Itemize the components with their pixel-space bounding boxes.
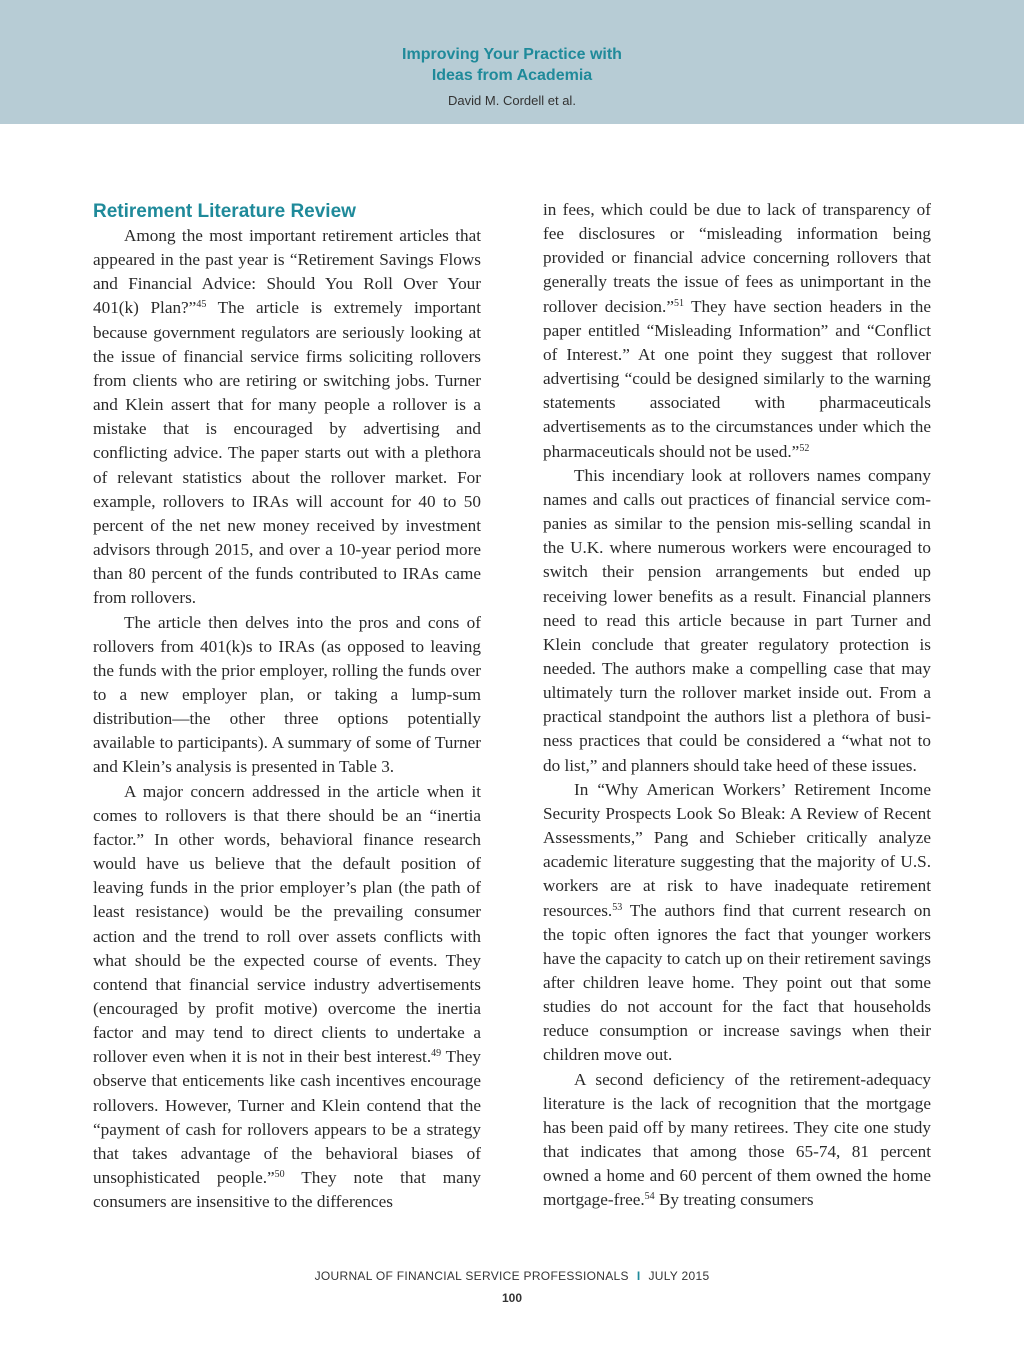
footer-separator: I [636,1269,641,1283]
running-header-author: David M. Cordell et al. [448,93,576,108]
footnote-ref-52: 52 [799,442,810,454]
paragraph-4: This incendiary look at rollovers names company names and calls out practices of financial service companies as similar to the pension mis-selling scandal in the U.K. where numerous workers were encouraged to switch their pension arrangements but ended up receiving lower benefits as a result. Financial planners need to read this article because in part Turner and Klein conclude that greater regulatory protection is needed. The authors make a compelling case that may ultimately turn the rollover market inside out. From a practical standpoint the authors list a plethora of business practices that could be considered a “what not to do list,” and planners should take heed of these issues. [543,465,931,775]
paragraph-3-left-end: They note that many consumers are insensitive to the differences [93,1168,481,1212]
left-column [93,198,481,1214]
footer-date: JULY 2015 [648,1269,710,1283]
footnote-ref-50: 50 [274,1169,285,1181]
right-column [543,198,931,1213]
paragraph-5: In “Why American Workers’ Retirement Income Security Prospects Look So Bleak: A Review of Recent Assessments,” Pang and Schieber critically analyze academic literature suggesting that the majority of U.S. workers are at risk to have inadequate retirement resources.$^{53}$ The authors find that current research on the topic often ignores the fact that younger workers have the capacity to catch up on their retirement savings after children leave home. They point out that some studies do not account for the fact that households reduce consumption or increase savings when their children move out. [543,779,931,1065]
footnote-ref-51: 51 [673,297,684,309]
paragraph-3-continued: in fees, which could be due to lack of transparency of fee disclosures or “misleading information being provided or financial advice concerning rollovers that generally treats the issue of fees as unimportant in the rollover decision.”$^{51}$ They have section headers in the paper entitled “Misleading Information” and “Conflict of Interest.” At one point they suggest that rollover advertising “could be designed similarly to the warning statements associated with pharmaceuticals advertisements as to the circumstances under which the pharmaceuticals should not be used.”$^{52}$ [543,200,931,461]
paragraph-6: A second deficiency of the retirement-adequacy literature is the lack of recognition that the mortgage has been paid off by many retirees. They cite one study that indicates that among those 65-74, 81 percent owned a home and 60 percent of them owned the home mortgage-free.$^{54}$ By treating consumers [543,1069,931,1210]
header-title-line2: Ideas from Academia [431,67,593,84]
footnote-ref-49: 49 [431,1048,442,1060]
footnote-ref-45: 45 [196,299,207,311]
paragraph-3-right-start: in fees, which could be due to lack of transparency of fee disclosures or “misleading information being provided or financial advice concerning rollovers that generally treats the issue of fees as unimportant in the rollover decision.” [543,200,931,316]
section-heading: Retirement Literature Review [93,201,356,222]
footnote-ref-53: 53 [612,901,623,913]
page-number: 100 [501,1291,523,1305]
footer-journal-line [0,1269,1024,1283]
footer-journal-name: JOURNAL OF FINANCIAL SERVICE PROFESSIONALS [314,1269,629,1283]
running-header-title [0,44,1024,86]
paragraph-2: The article then delves into the pros and cons of rollovers from 401(k)s to IRAs (as opposed to leaving the funds with the prior employer, rolling the funds over to a new employer plan, or taking a lump-sum distribution—the other three options potentially available to participants). A summary of some of Turner and Klein’s analysis is presented in Table 3. [93,612,481,777]
paragraph-3: A major concern addressed in the article when it comes to rollovers is that there should be an “inertia factor.” In other words, behavioral finance research would have us believe that the default position of leaving funds in the prior employer’s plan (the path of least resistance) would be the prevailing consumer action and the trend to roll over assets conflicts with what should be the expected course of events. They contend that financial service industry advertisements (encouraged by profit motive) overcome the inertia factor and may tend to direct clients to undertake a rollover even when it is not in their best interest.$^{49}$ They observe that enticements like cash incentives encourage rollovers. However, Turner and Klein contend that the “payment of cash for rollovers appears to be a strategy that takes advantage of the behavioral biases of unsophisticated people.”$^{50}$ They note that many consumers are insensitive to the differences [93,781,481,1212]
paragraph-1: Among the most important retirement articles that appeared in the past year is “Retirement Savings Flows and Financial Advice: Should You Roll Over Your 401(k) Plan?”$^{45}$ The article is extremely important because government regulators are seriously looking at the issue of financial service firms soliciting rollovers from clients who are retiring or switching jobs. Turner and Klein assert that for many people a rollover is a mistake that is encouraged by advertising and conflicting advice. The paper starts out with a plethora of relevant statistics about the rollover market. For example, rollovers to IRAs will account for 40 to 50 percent of the net new money received by investment advisors through 2015, and over a 10-year period more than 80 percent of the funds contributed to IRAs came from rollovers. [93,226,481,608]
header-title-line1: Improving Your Practice with [402,46,622,63]
footnote-ref-54: 54 [644,1191,655,1203]
